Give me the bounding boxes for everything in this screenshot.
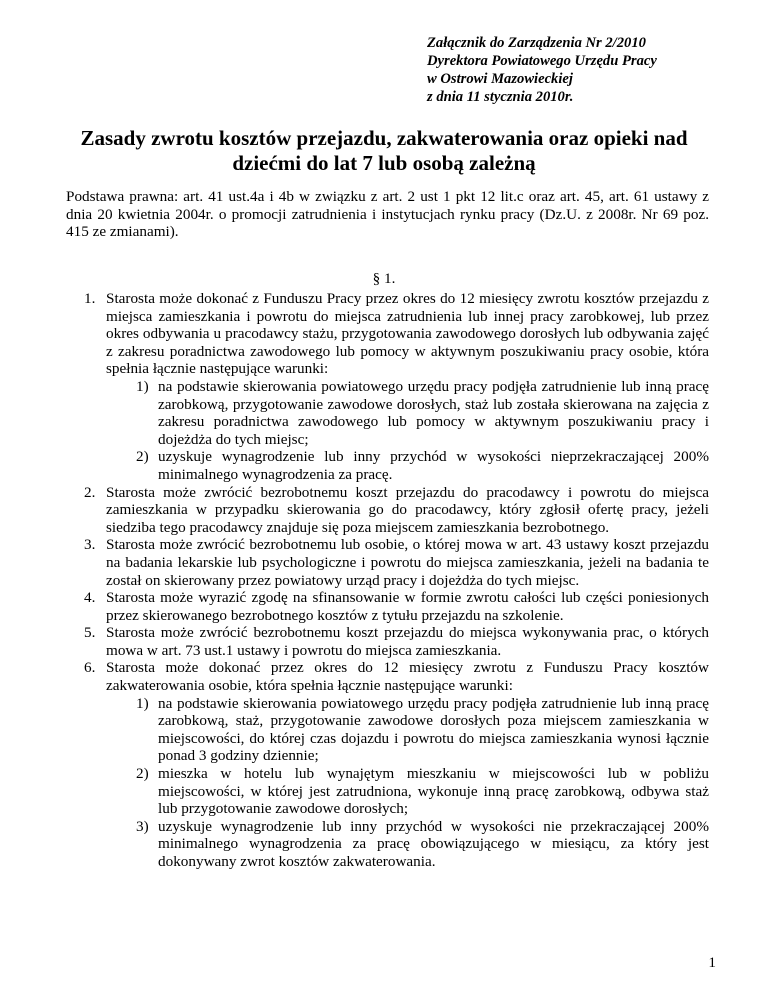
header-line-3: w Ostrowi Mazowieckiej xyxy=(427,71,573,87)
section-mark: § 1. xyxy=(372,270,396,287)
rule-number: 1. xyxy=(84,290,96,307)
sub-rule-text: uzyskuje wynagrodzenie lub inny przychód w wysokości nie przekraczającej 200% minimalnego wynagrodzenia za pracę obowiązującego w miesiącu, za który jest dokonywany zwrot kosztów zakwaterowania. xyxy=(158,817,709,870)
sub-rule-text: na podstawie skierowania powiatowego urzędu pracy podjęła zatrudnienie lub inną pracę zarobkową, przygotowanie zawodowe dorosłych, staż lub została skierowana na zajęcia z zakresu poradnictwa zawodowego lub pomocy w aktywnym poszukiwaniu pracy i dojeżdża do tych miejsc; xyxy=(158,377,709,448)
sub-rule-number: 1) xyxy=(136,694,149,712)
rule-item xyxy=(66,659,709,870)
sub-rule-text: mieszka w hotelu lub wynajętym mieszkaniu w miejscowości lub w pobliżu miejscowości, w której jest zatrudniona, wykonuje inną pracę zarobkową, odbywa staż lub przygotowanie zawodowe dorosłych; xyxy=(158,765,709,818)
rule-text: Starosta może zwrócić bezrobotnemu koszt przejazdu do miejsca wykonywania prac, o których mowa w art. 73 ust.1 ustawy i powrotu do miejsca zamieszkania. xyxy=(106,624,709,659)
attachment-header xyxy=(427,34,747,106)
sub-rule-item xyxy=(106,818,709,871)
rule-number: 6. xyxy=(84,659,96,677)
rule-item xyxy=(66,589,709,624)
sub-rule-number: 2) xyxy=(136,765,149,783)
header-line-2: Dyrektora Powiatowego Urzędu Pracy xyxy=(427,53,657,69)
rule-item xyxy=(66,624,709,659)
rule-number: 2. xyxy=(84,483,96,501)
rule-text: Starosta może dokonać z Funduszu Pracy przez okres do 12 miesięcy zwrotu kosztów przejazdu z miejsca zamieszkania i powrotu do miejsca zatrudnienia lub innej pracy zarobkowej, lub przez okres odbywania u pracodawcy stażu, przygotowania zawodowego dorosłych lub odbywania zajęć z zakresu poradnictwa zawodowego lub pomocy w aktywnym poszukiwaniu pracy osobie, która spełnia łącznie następujące warunki: xyxy=(106,290,709,378)
page-number: 1 xyxy=(708,954,716,971)
sub-rule-number: 1) xyxy=(136,377,149,395)
sub-rule-item xyxy=(106,448,709,483)
rule-item xyxy=(66,290,709,484)
rule-text: Starosta może dokonać przez okres do 12 miesięcy zwrotu z Funduszu Pracy kosztów zakwaterowania osobie, która spełnia łącznie następujące warunki: xyxy=(106,659,709,695)
document-title: Zasady zwrotu kosztów przejazdu, zakwaterowania oraz opieki nad dziećmi do lat 7 lub osobą zależną xyxy=(80,126,688,175)
sub-rule-item xyxy=(106,765,709,818)
rule-text: Starosta może wyrazić zgodę na sfinansowanie w formie zwrotu całości lub części poniesionych przez skierowanego bezrobotnego kosztów z tytułu przejazdu na szkolenie. xyxy=(106,589,709,624)
sub-rule-number: 3) xyxy=(136,817,149,835)
header-line-1: Załącznik do Zarządzenia Nr 2/2010 xyxy=(427,35,646,51)
rule-number: 5. xyxy=(84,624,96,642)
rule-text: Starosta może zwrócić bezrobotnemu lub osobie, o której mowa w art. 43 ustawy koszt przejazdu na badania lekarskie lub psychologiczne i powrotu do miejsca zamieszkania, jeżeli na badania te został on skierowany przez powiatowy urząd pracy i dojeżdża do tych miejsc. xyxy=(106,536,709,589)
sub-rule-text: na podstawie skierowania powiatowego urzędu pracy podjęła zatrudnienie lub inną pracę zarobkową, staż, przygotowanie zawodowe dorosłych poza miejscem zamieszkania w miejscowości, do której czas dojazdu i powrotu do miejsca zamieszkania wynosi łącznie ponad 3 godziny dziennie; xyxy=(158,694,709,765)
sub-rule-item xyxy=(106,695,709,765)
rules-list xyxy=(66,290,709,871)
rule-item xyxy=(66,484,709,537)
sub-rule-number: 2) xyxy=(136,448,149,466)
sub-rule-text: uzyskuje wynagrodzenie lub inny przychód w wysokości nieprzekraczającej 200% minimalnego wynagrodzenia za pracę. xyxy=(158,448,709,483)
rule-number: 4. xyxy=(84,589,96,607)
legal-basis: Podstawa prawna: art. 41 ust.4a i 4b w związku z art. 2 ust 1 pkt 12 lit.c oraz art. 45, art. 61 ustawy z dnia 20 kwietnia 2004r. o promocji zatrudnienia i instytucjach rynku pracy (Dz.U. z 2008r. Nr 69 poz. 415 ze zmianami). xyxy=(66,188,709,241)
header-line-4: z dnia 11 stycznia 2010r. xyxy=(427,89,574,105)
rule-number: 3. xyxy=(84,536,96,554)
rule-item xyxy=(66,536,709,589)
sub-rule-item xyxy=(106,378,709,448)
rule-text: Starosta może zwrócić bezrobotnemu koszt przejazdu do pracodawcy i powrotu do miejsca zamieszkania w przypadku skierowania go do pracodawcy, który zgłosił ofertę pracy, jeżeli siedziba tego pracodawcy znajduje się poza miejscem zamieszkania bezrobotnego. xyxy=(106,483,709,536)
